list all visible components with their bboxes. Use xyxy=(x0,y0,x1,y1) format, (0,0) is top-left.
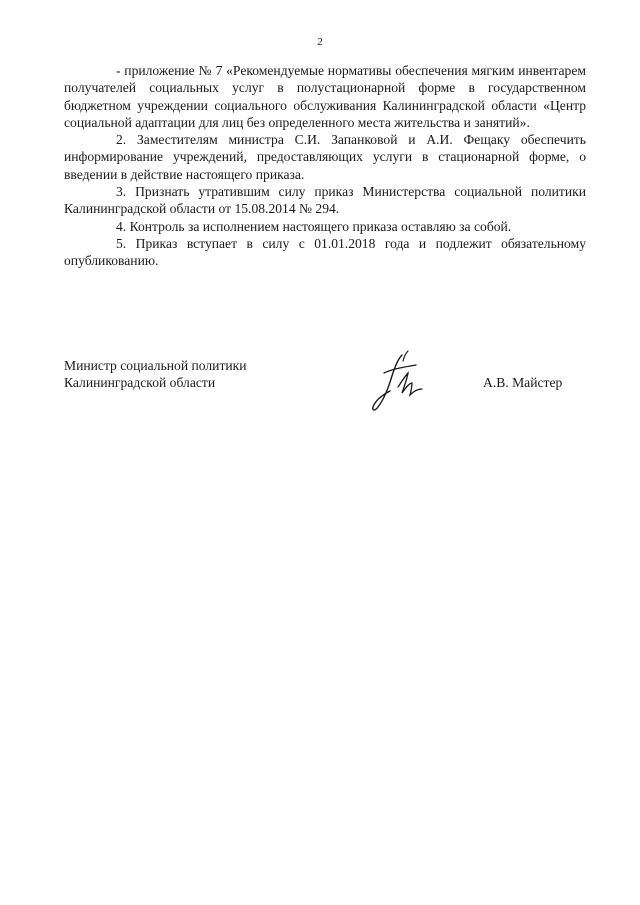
paragraph-item-4: 4. Контроль за исполнением настоящего приказа оставляю за собой. xyxy=(116,218,512,234)
signer-name: А.В. Майстер xyxy=(483,375,563,390)
paragraph-appendix-7: - приложение № 7 «Рекомендуемые нормативы обеспечения мягким инвентарем получателей социальных услуг в полустационарной форме в государственном бюджетном учреждении социального обслуживания Калининградской области «Центр социальной адаптации для лиц без определенного места жительства и занятий». xyxy=(64,63,586,130)
paragraph-item-5: 5. Приказ вступает в силу с 01.01.2018 года и подлежит обязательному опубликованию. xyxy=(64,235,586,269)
signer-title-line-1: Министр социальной политики xyxy=(64,358,247,373)
paragraph-item-3: 3. Признать утратившим силу приказ Министерства социальной политики Калининградской области от 15.08.2014 № 294. xyxy=(64,184,586,217)
handwritten-signature xyxy=(364,347,434,415)
signer-title-line-2: Калининградской области xyxy=(64,375,216,391)
document-body xyxy=(64,62,586,270)
page-number: 2 xyxy=(317,36,323,48)
signature-block xyxy=(64,357,584,427)
signer-title xyxy=(64,357,247,392)
paragraph-item-2: 2. Заместителям министра С.И. Запанковой и А.И. Фещаку обеспечить информирование учреждений, предоставляющих услуги в стационарной форме, о введении в действие настоящего приказа. xyxy=(64,132,586,182)
